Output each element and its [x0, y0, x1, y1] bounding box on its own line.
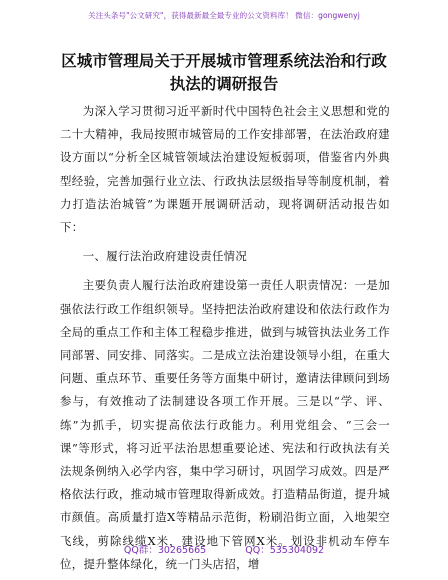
document-body	[60, 100, 390, 576]
section-heading: 一、履行法治政府建设责任情况	[82, 249, 248, 264]
footer-qq-group: QQ群：30265665	[123, 545, 207, 556]
intro-paragraph: 为深入学习贯彻习近平新时代中国特色社会主义思想和党的二十大精神，我局按照市城管局的工作安排部署，在法治政府建设方面以“分析全区城管领域法治建设短板弱项，借鉴省内外典型经验，完善加强行业立法、行政执法层级指导等制度机制，着力打造法治城管”为课题开展调研活动，现将调研活动报告如下：	[60, 104, 390, 235]
page-footer	[0, 542, 448, 556]
header-promo-note: 关注头条号"公文研究"，获得最新最全最专业的公文资料库！ 微信：gongwenyj	[88, 11, 360, 20]
body-paragraph: 主要负责人履行法治政府建设第一责任人职责情况：一是加强依法行政工作组织领导。坚持把法治政府建设和依法行政作为全局的重点工作和主体工程稳步推进，做到与城管执法业务工作同部署、同安排、同落实。二是成立法治建设领导小组，在重大问题、重点环节、重要任务等方面集中研讨，邀请法律顾问到场参与，有效推动了法制建设各项工作开展。三是以“学、评、练”为抓手，切实提高依法行政能力。利用党组会、“三会一课”等形式，将习近平法治思想重要论述、宪法和行政执法有关法规条例纳入必学内容，集中学习研讨，巩固学习成效。四是严格依法行政，推动城市管理取得新成效。打造精品街道，提升城市颜值。高质量打造X等精品示范街，粉刷沿街立面，入地架空飞线，剪除线缆X米，建设地下管网X米。划设非机动车停车位，提升整体绿化，统一门头店招，增	[60, 278, 390, 571]
footer-qq: QQ：535304092	[245, 545, 325, 556]
document-title: 区城市管理局关于开展城市管理系统法治和行政执法的调研报告	[61, 52, 387, 93]
